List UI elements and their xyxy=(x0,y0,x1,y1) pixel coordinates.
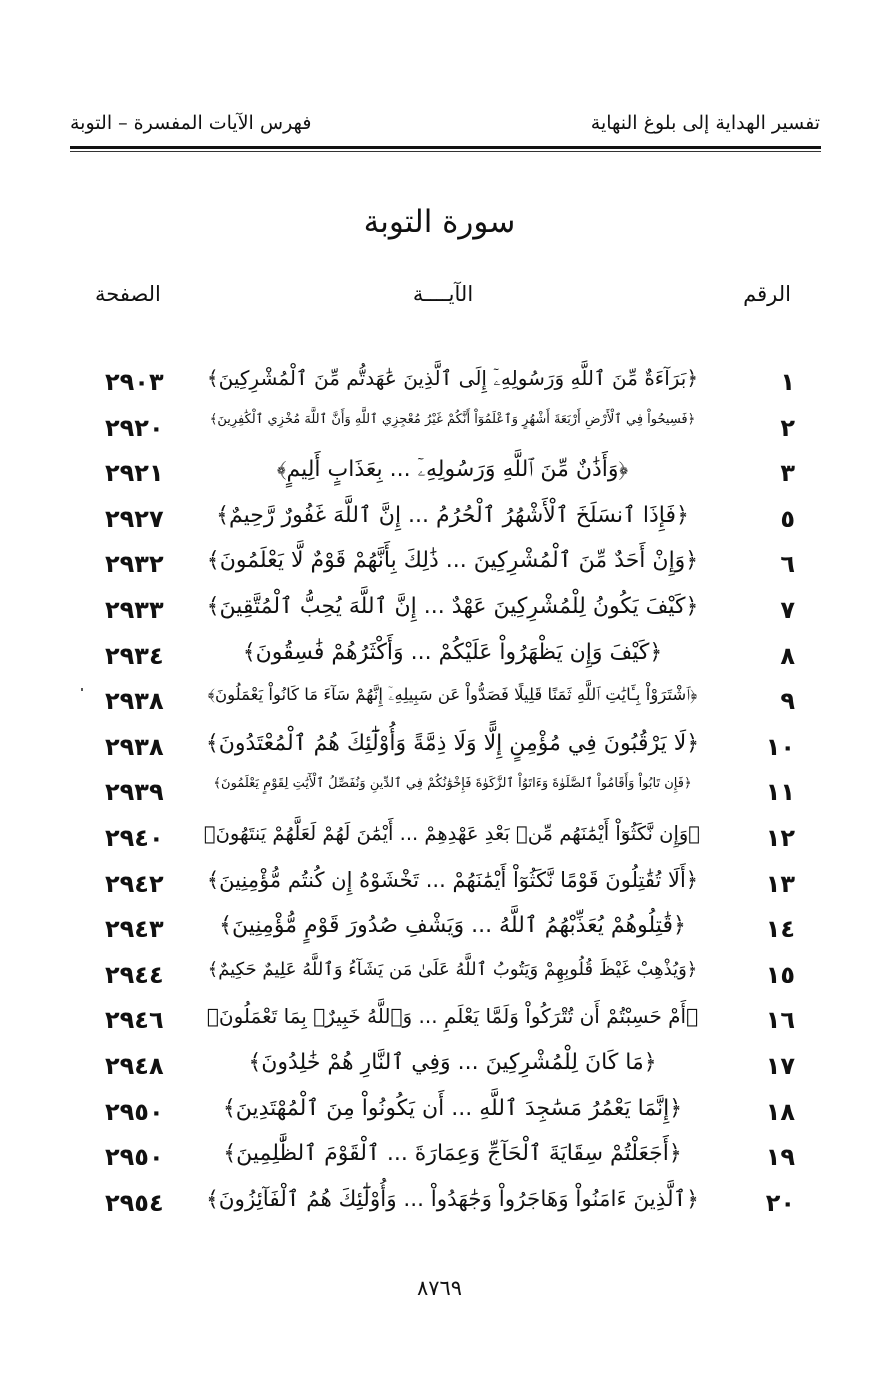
page-reference: ٢٩٣٢ xyxy=(105,550,164,579)
verse-text: ﴿فَإِن تَابُواْ وَأَقَامُواْ ٱلصَّلَوٰةَ وَءَاتَوُاْ ٱلزَّكَوٰةَ فَإِخْوَٰنُكُمْ فِي ٱلدِّينِ وَنُفَصِّلُ ٱلْأٓيَٰتِ لِقَوْمٍ يَعْلَمُونَ﴾ xyxy=(213,776,692,792)
page-reference: ٢٩٢٠ xyxy=(105,413,164,442)
page-reference: ٢٩٤٢ xyxy=(105,869,164,898)
table-row xyxy=(95,1185,795,1231)
page-reference: ٢٩٠٣ xyxy=(105,368,164,396)
verse-number: ٧ xyxy=(780,595,795,624)
page-reference: ٢٩٣٩ xyxy=(105,778,164,807)
table-row xyxy=(95,638,795,684)
page-reference: ٢٩٤٤ xyxy=(105,960,164,989)
table-row xyxy=(95,729,795,775)
verse-index-table xyxy=(95,364,795,1230)
verse-text: ﴿أَمْ حَسِبْتُمْ أَن تُتْرَكُواْ وَلَمَّا يَعْلَمِ ... وَٱللَّهُ خَبِيرٌۢ بِمَا تَعْمَلُونَ﴾ xyxy=(206,1004,699,1029)
table-row xyxy=(95,455,795,501)
table-row xyxy=(95,501,795,547)
verse-text: ﴿مَا كَانَ لِلْمُشْرِكِينَ ... وَفِي ٱلنَّارِ هُمْ خَٰلِدُونَ﴾ xyxy=(248,1049,657,1075)
verse-text: ﴿قَٰتِلُوهُمْ يُعَذِّبْهُمُ ٱللَّهُ ... وَيَشْفِ صُدُورَ قَوْمٍ مُّؤْمِنِينَ﴾ xyxy=(219,913,686,939)
table-row xyxy=(95,1002,795,1048)
book-title: تفسير الهداية إلى بلوغ النهاية xyxy=(590,112,820,134)
page-reference: ٢٩٥٠ xyxy=(105,1143,164,1172)
verse-number: ٥ xyxy=(780,504,795,533)
verse-number: ١١ xyxy=(765,778,795,807)
page-reference: ٢٩٤٦ xyxy=(105,1006,164,1035)
verse-number: ٢ xyxy=(780,413,795,442)
table-row xyxy=(95,410,795,456)
verse-number: ١٩ xyxy=(765,1143,795,1172)
table-row xyxy=(95,1139,795,1185)
verse-text: ﴿وَإِن نَّكَثُوٓاْ أَيْمَٰنَهُم مِّنۢ بَعْدِ عَهْدِهِمْ ... أَيْمَٰنَ لَهُمْ لَعَلَّهُمْ يَنتَهُونَ﴾ xyxy=(203,821,700,845)
verse-text: ﴿وَيُذْهِبْ غَيْظَ قُلُوبِهِمْ وَيَتُوبُ ٱللَّهُ عَلَىٰ مَن يَشَآءُ وَٱللَّهُ عَلِيمٌ حَكِيمٌ﴾ xyxy=(207,958,698,980)
page-number: ٨٧٦٩ xyxy=(416,1276,463,1300)
page-reference: ٢٩٣٨ xyxy=(105,687,164,716)
table-row xyxy=(95,774,795,820)
table-row xyxy=(95,911,795,957)
surah-title: سورة التوبة xyxy=(363,204,516,240)
table-row xyxy=(95,1094,795,1140)
column-header-number: الرقم xyxy=(743,282,791,306)
verse-number: ١ xyxy=(780,368,795,396)
page-reference: ٢٩٣٣ xyxy=(105,595,164,624)
verse-text: ﴿إِنَّمَا يَعْمُرُ مَسَٰجِدَ ٱللَّهِ ... أَن يَكُونُواْ مِنَ ٱلْمُهْتَدِينَ﴾ xyxy=(222,1095,683,1121)
verse-text: ﴿كَيْفَ وَإِن يَظْهَرُواْ عَلَيْكُمْ ... وَأَكْثَرُهُمْ فَٰسِقُونَ﴾ xyxy=(242,639,663,665)
table-row xyxy=(95,546,795,592)
table-row xyxy=(95,592,795,638)
page-reference: ٢٩٤٣ xyxy=(105,915,164,944)
verse-text: ﴿ٱشْتَرَوْاْ بِـَٔايَٰتِ ٱللَّهِ ثَمَنًا قَلِيلًا فَصَدُّواْ عَن سَبِيلِهِۦٓ إِنَّهُمْ سَآءَ مَا كَانُواْ يَعْمَلُونَ﴾ xyxy=(207,685,698,705)
table-row xyxy=(95,957,795,1003)
column-header-page: الصفحة xyxy=(95,282,161,306)
page-reference: ٢٩٣٤ xyxy=(105,641,164,670)
verse-number: ١٠ xyxy=(765,732,795,761)
column-header-verse: الآيــــة xyxy=(412,282,474,306)
table-row xyxy=(95,866,795,912)
page-reference: ٢٩٤٠ xyxy=(105,823,164,852)
verse-text: ﴿أَلَا تُقَٰتِلُونَ قَوْمًا نَّكَثُوٓاْ أَيْمَٰنَهُمْ ... تَخْشَوْهُ إِن كُنتُم مُّؤْمِنِينَ﴾ xyxy=(206,867,699,892)
page-reference: ٢٩٥٤ xyxy=(105,1188,164,1217)
header-rule-thin xyxy=(70,151,821,152)
table-row xyxy=(95,683,795,729)
verse-number: ١٤ xyxy=(765,915,795,944)
verse-text: ﴿أَجَعَلْتُمْ سِقَايَةَ ٱلْحَآجِّ وَعِمَارَةَ ... ٱلْقَوْمَ ٱلظَّٰلِمِينَ﴾ xyxy=(223,1141,682,1167)
verse-number: ٢٠ xyxy=(765,1188,795,1217)
verse-number: ٨ xyxy=(780,641,795,670)
verse-text: ﴿كَيْفَ يَكُونُ لِلْمُشْرِكِينَ عَهْدٌ ... إِنَّ ٱللَّهَ يُحِبُّ ٱلْمُتَّقِينَ﴾ xyxy=(206,593,699,619)
page-reference: ٢٩٥٠ xyxy=(105,1097,164,1126)
verse-number: ١٨ xyxy=(765,1097,795,1126)
verse-text: ﴿ٱلَّذِينَ ءَامَنُواْ وَهَاجَرُواْ وَجَٰهَدُواْ ... وَأُوْلَٰٓئِكَ هُمُ ٱلْفَآئِزُونَ﴾ xyxy=(206,1186,699,1212)
page-reference: ٢٩٤٨ xyxy=(105,1051,164,1080)
verse-text: ﴿فَإِذَا ٱنسَلَخَ ٱلْأَشْهُرُ ٱلْحُرُمُ ... إِنَّ ٱللَّهَ غَفُورٌ رَّحِيمٌ﴾ xyxy=(216,502,689,528)
running-header xyxy=(70,112,820,142)
verse-text: ﴿بَرَآءَةٌ مِّنَ ٱللَّهِ وَرَسُولِهِۦٓ إِلَى ٱلَّذِينَ عَٰهَدتُّم مِّنَ ٱلْمُشْرِكِينَ﴾ xyxy=(206,366,699,390)
verse-number: ٣ xyxy=(780,459,795,488)
verse-number: ٦ xyxy=(780,550,795,579)
page-reference: ٢٩٢١ xyxy=(105,459,164,488)
verse-number: ١٥ xyxy=(765,960,795,989)
column-headers xyxy=(95,282,791,316)
header-rule xyxy=(70,146,821,149)
verse-text: ﴿وَإِنْ أَحَدٌ مِّنَ ٱلْمُشْرِكِينَ ... ذَٰلِكَ بِأَنَّهُمْ قَوْمٌ لَّا يَعْلَمُونَ﴾ xyxy=(206,548,699,574)
verse-text: ﴿وَأَذَٰنٌ مِّنَ ٱللَّهِ وَرَسُولِهِۦٓ ... بِعَذَابٍ أَلِيمٍ﴾ xyxy=(276,457,629,483)
verse-number: ١٦ xyxy=(765,1006,795,1035)
page-reference: ٢٩٣٨ xyxy=(105,732,164,761)
verse-number: ١٧ xyxy=(765,1051,795,1080)
verse-text: ﴿لَا يَرْقُبُونَ فِي مُؤْمِنٍ إِلًّا وَلَا ذِمَّةً وَأُوْلَٰٓئِكَ هُمُ ٱلْمُعْتَدُونَ﴾ xyxy=(205,730,700,756)
section-title: فهرس الآيات المفسرة – التوبة xyxy=(70,112,312,134)
table-row xyxy=(95,364,795,410)
verse-number: ١٢ xyxy=(765,823,795,852)
verse-text: ﴿فَسِيحُواْ فِي ٱلْأَرْضِ أَرْبَعَةَ أَشْهُرٍ وَٱعْلَمُوٓاْ أَنَّكُمْ غَيْرُ مُعْجِزِي ٱللَّهِ وَأَنَّ ٱللَّهَ مُخْزِي ٱلْكَٰفِرِينَ﴾ xyxy=(209,411,696,427)
page-reference: ٢٩٢٧ xyxy=(105,504,164,533)
margin-mark xyxy=(81,688,83,691)
table-row xyxy=(95,1048,795,1094)
verse-number: ١٣ xyxy=(765,869,795,898)
table-row xyxy=(95,820,795,866)
verse-number: ٩ xyxy=(780,687,795,716)
